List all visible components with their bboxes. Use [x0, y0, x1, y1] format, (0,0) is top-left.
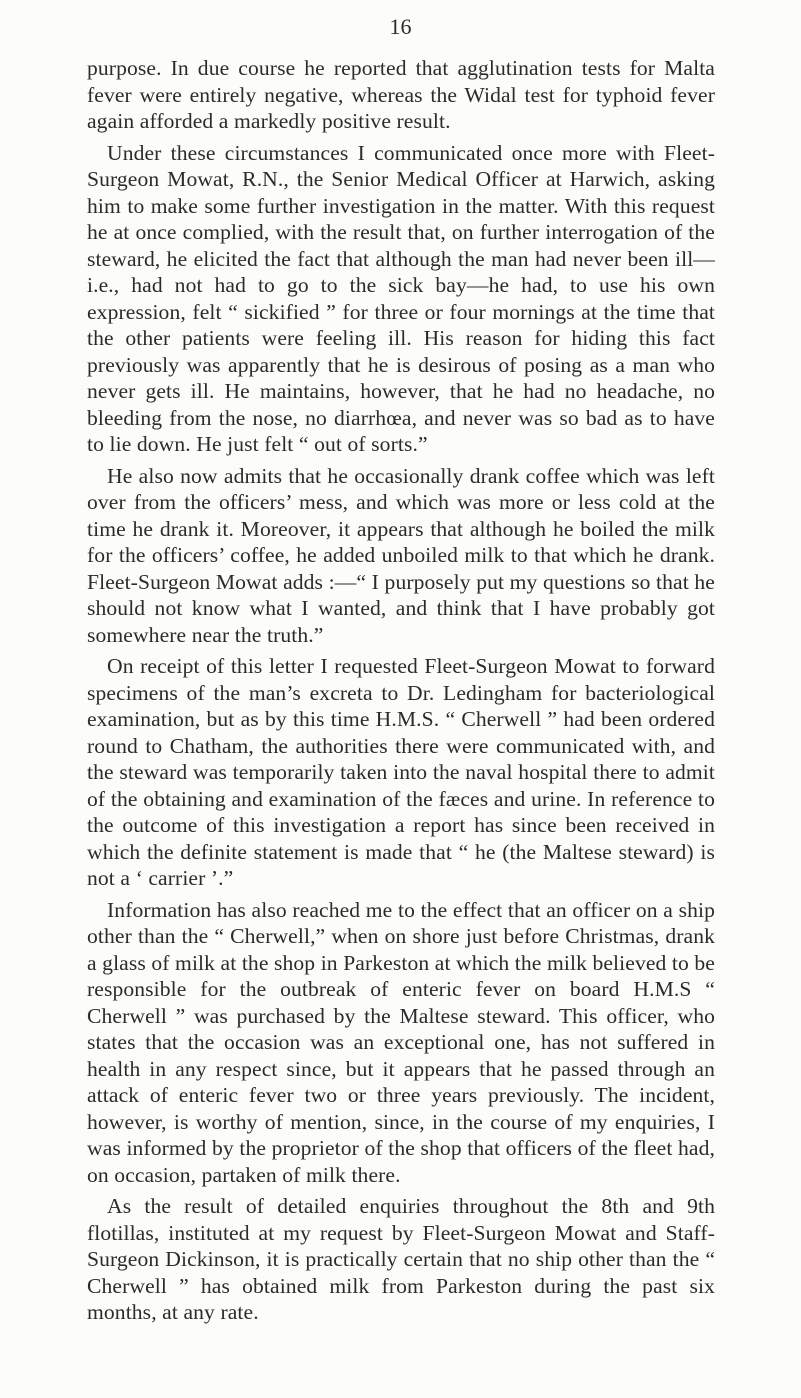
paragraph-1: purpose. In due course he reported that agglutination tests for Malta fever were entirely negative, whereas the Widal test for typhoid fever again afforded a markedly positive result. [87, 56, 715, 133]
page-number: 16 [389, 14, 412, 39]
paragraph-6: As the result of detailed enquiries throughout the 8th and 9th flotillas, instituted at my request by Fleet-Surgeon Mowat and Staff-Surgeon Dickinson, it is practically certain that no ship other than the “ Cherwell ” has obtained milk from Parkeston during the past six months, at any rate. [87, 1194, 715, 1324]
paragraph-4: On receipt of this letter I requested Fleet-Surgeon Mowat to forward specimens of the man’s excreta to Dr. Ledingham for bacteriological examination, but as by this time H.M.S. “ Cherwell ” had been ordered round to Chatham, the authorities there were communicated with, and the steward was temporarily taken into the naval hospital there to admit of the obtaining and examination of the fæces and urine. In reference to the outcome of this investigation a report has since been received in which the definite statement is made that “ he (the Maltese steward) is not a ‘ carrier ’.” [87, 654, 715, 890]
body-text [87, 55, 715, 1326]
paragraph-5: Information has also reached me to the effect that an officer on a ship other than the “ Cherwell,” when on shore just before Christmas, drank a glass of milk at the shop in Parkeston at which the milk believed to be responsible for the outbreak of enteric fever on board H.M.S “ Cherwell ” was purchased by the Maltese steward. This officer, who states that the occasion was an exceptional one, has not suffered in health in any respect since, but it appears that he passed through an attack of enteric fever two or three years previously. The incident, however, is worthy of mention, since, in the course of my enquiries, I was informed by the proprietor of the shop that officers of the fleet had, on occasion, partaken of milk there. [87, 897, 715, 1187]
paragraph-3: He also now admits that he occasionally drank coffee which was left over from the officers’ mess, and which was more or less cold at the time he drank it. Moreover, it appears that although he boiled the milk for the officers’ coffee, he added unboiled milk to that which he drank. Fleet-Surgeon Mowat adds :—“ I purposely put my questions so that he should not know what I wanted, and think that I have probably got somewhere near the truth.” [87, 463, 715, 647]
paragraph-2: Under these circumstances I communicated once more with Fleet-Surgeon Mowat, R.N., the Senior Medical Officer at Harwich, asking him to make some further investigation in the matter. With this request he at once complied, with the result that, on further interrogation of the steward, he elicited the fact that although the man had never been ill—i.e., had not had to go to the sick bay—he had, to use his own expression, felt “ sickified ” for three or four mornings at the time that the other patients were feeling ill. His reason for hiding this fact previously was apparently that he is desirous of posing as a man who never gets ill. He maintains, however, that he had no headache, no bleeding from the nose, no diarrhœa, and never was so bad as to have to lie down. He just felt “ out of sorts.” [87, 140, 715, 456]
